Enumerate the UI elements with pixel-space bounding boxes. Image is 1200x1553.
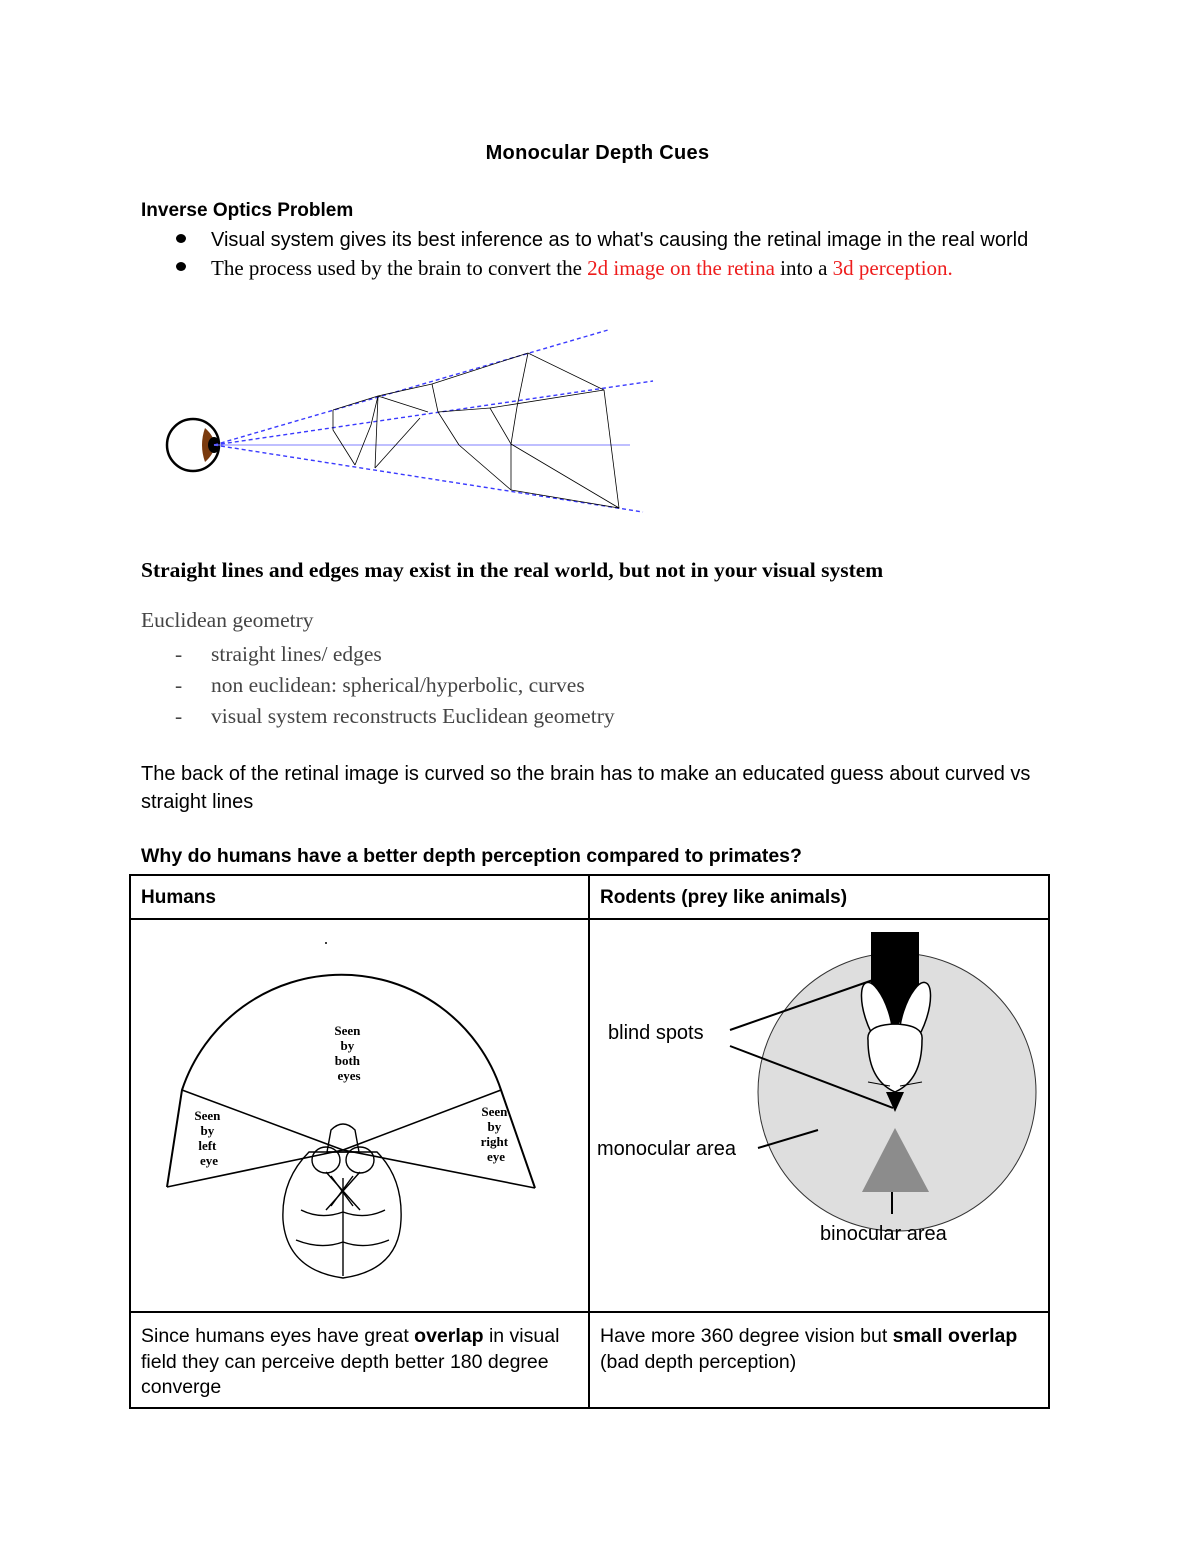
geometry-list: [141, 639, 1041, 732]
bullet-icon: [176, 234, 186, 243]
euclidean-geometry-label: Euclidean geometry: [141, 608, 314, 632]
header-humans: Humans: [130, 875, 589, 919]
text-part: Have more 360 degree vision but: [600, 1325, 893, 1347]
rodents-description: [589, 1312, 1049, 1408]
bullet-text-part: The process used by the brain to convert the: [211, 256, 588, 280]
bullet-icon: [176, 262, 186, 271]
label-seen-by-right-eye: Seen by right eye: [480, 1104, 509, 1164]
section-heading-inverse-optics: Inverse Optics Problem: [141, 200, 354, 221]
list-item: [141, 254, 1061, 282]
comparison-table: [129, 874, 1050, 1409]
inverse-optics-bullets: [141, 226, 1061, 282]
rodents-figure-cell: [589, 919, 1049, 1312]
wireframe-objects: [333, 353, 619, 508]
list-item-text: non euclidean: spherical/hyperbolic, curves: [211, 673, 585, 697]
brain-icon: [283, 1124, 401, 1278]
eye-icon: [167, 419, 220, 471]
inverse-optics-diagram: [160, 322, 680, 522]
list-item: [141, 226, 1061, 254]
table-figure-row: [130, 919, 1049, 1312]
label-blind-spots: blind spots: [608, 1022, 704, 1044]
section-heading-straight-lines: Straight lines and edges may exist in the real world, but not in your visual system: [141, 558, 884, 582]
highlight-3d-perception: 3d perception.: [832, 256, 953, 280]
header-rodents: Rodents (prey like animals): [589, 875, 1049, 919]
bold-small-overlap: small overlap: [892, 1325, 1018, 1347]
label-monocular-area: monocular area: [597, 1138, 736, 1160]
list-item-text: straight lines/ edges: [211, 642, 382, 666]
projection-rays: [214, 330, 653, 512]
text-part: (bad depth perception): [600, 1350, 797, 1373]
list-item: [141, 701, 1041, 732]
label-seen-by-left-eye: Seen by left eye: [194, 1108, 221, 1168]
list-item-text: visual system reconstructs Euclidean geometry: [211, 704, 615, 728]
label-seen-by-both-eyes: Seen by both eyes: [334, 1023, 361, 1083]
list-item: [141, 670, 1041, 701]
bullet-text: Visual system gives its best inference as to what's causing the retinal image in the real world: [211, 229, 1029, 251]
highlight-2d-image: 2d image on the retina: [587, 256, 775, 280]
dash-marker: -: [175, 642, 183, 666]
list-item: [141, 639, 1041, 670]
rodent-visual-field-diagram: [590, 920, 1048, 1311]
table-header-row: [130, 875, 1049, 919]
dash-marker: -: [175, 673, 183, 697]
bullet-text-part: into a: [774, 256, 833, 280]
bold-overlap: overlap: [414, 1325, 484, 1347]
human-visual-field-diagram: [131, 920, 588, 1311]
text-part: Since humans eyes have great: [141, 1325, 415, 1347]
humans-figure-cell: [130, 919, 589, 1312]
retinal-curvature-paragraph: The back of the retinal image is curved so the brain has to make an educated guess about curved vs straight lines: [141, 763, 1031, 813]
table-text-row: [130, 1312, 1049, 1408]
text-part: in visual field they can perceive depth better 180 degree converge: [141, 1325, 560, 1398]
page-title: Monocular Depth Cues: [485, 142, 710, 164]
label-binocular-area: binocular area: [820, 1223, 947, 1245]
humans-description: [130, 1312, 589, 1408]
question-heading: Why do humans have a better depth perception compared to primates?: [141, 845, 802, 867]
dash-marker: -: [175, 704, 183, 728]
